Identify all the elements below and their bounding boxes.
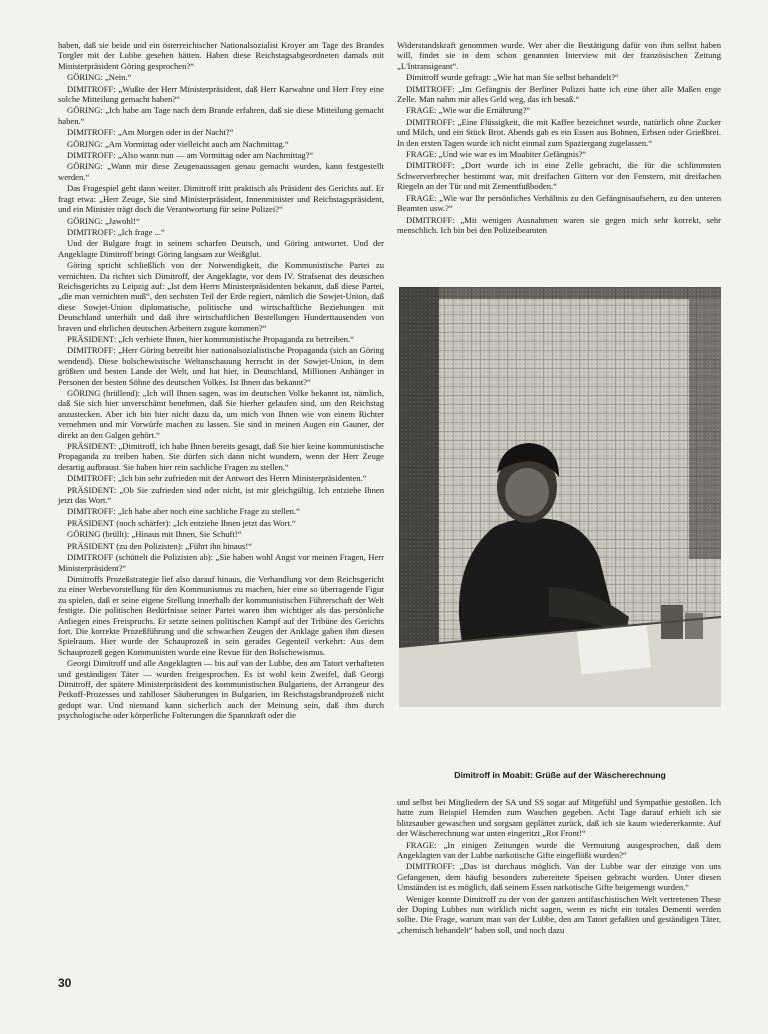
paragraph: Dimitroff wurde gefragt: „Wie hat man Sie selbst behandelt?“ [406,72,619,83]
paragraph: FRAGE: „Und wie war es im Moabiter Gefängnis?“ [406,149,587,160]
paragraph: GÖRING: „Jawohl!“ [67,215,140,226]
paragraph: und selbst bei Mitgliedern der SA und SS sogar auf Mitgefühl und Sympathie gestoßen. Ich hatte zum Beispiel Hemden zum Waschen gegeben. Acht Tage darauf erhielt ich sie blitzsauber gewaschen und sorgsam geplättet zurück, daß ich sie kaum wiedererkannte. Auf der Wäscherechnung war unten eingeritzt „Rot Front!“ [397,797,721,839]
paragraph: Göring spricht schließlich von der Notwendigkeit, die Kommunistische Partei zu vernichten. Da richtet sich Dimitroff, der Angeklagte, vor dem IV. Strafsenat des deutschen Reichsgerichts zu Leipzig auf: „Ist dem Herrn Ministerpräsidenten bekannt, daß diese Partei, „die man vernichten muß“, den sechsten Teil der Erde regiert, nämlich die Sowjet-Union, daß diese Sowjet-Union diplomatische, politische und wirtschaftliche Beziehungen mit Deutschland unterhält und daß ihre wirtschaftlichen Bestellungen Hunderttausenden von braven und ehrlichen deutschen Arbeitern zugute kommen?“ [58,260,384,333]
paragraph: Das Fragespiel geht dann weiter. Dimitroff tritt praktisch als Präsident des Gerichts auf. Er fragt etwa: „Herr Zeuge, Sie sind Ministerpräsident, Innenminister und Reichstagspräsident, und ein Minister trägt doch die Verantwortung für seine Polizei?“ [58,183,384,215]
paragraph: GÖRING: „Am Vormittag oder vielleicht auch am Nachmittag.“ [67,138,289,149]
paragraph: GÖRING: „Wann mir diese Zeugenaussagen genau gemacht wurden, kann festgestellt werden.“ [58,161,384,182]
paragraph: DIMITROFF (schüttelt die Polizisten ab): „Sie haben wohl Angst vor meinen Fragen, Herr Ministerpräsident?“ [58,552,384,573]
paragraph: GÖRING (brüllt): „Hinaus mit Ihnen, Sie Schuft!“ [67,529,242,540]
right-column-top [397,40,721,236]
paragraph: DIMITROFF: „Mit wenigen Ausnahmen waren sie gegen mich sehr korrekt, sehr menschlich. Ich bin bei den Polizeibeamten [397,214,721,235]
photo-dimitroff-in-cell [399,287,721,707]
paragraph: DIMITROFF: „Wußte der Herr Ministerpräsident, daß Herr Karwahne und Herr Frey eine solche Mitteilung gemacht haben?“ [58,83,384,105]
paragraph: Weniger konnte Dimitroff zu der von der ganzen antifaschistischen Welt vertretenen These der Doping Lubbes nun wirklich nicht sagen, wenn es nicht ein totales Dementi werden sollte. Die Frage, warum man van der Lubbe, den am Tatort gefaßten und geständigen Täter, „chemisch behandelt“ haben soll, und noch dazu [397,893,721,935]
paragraph: DIMITROFF: „Ich habe aber noch eine sachliche Frage zu stellen.“ [67,506,300,517]
paragraph: DIMITROFF: „Im Gefängnis der Berliner Polizei hatte ich eine über alle Maßen enge Zelle. Man nahm mir alles Geld weg, das ich besaß.“ [397,83,721,105]
paragraph: Dimitroffs Prozeßstrategie lief also darauf hinaus, die Verhandlung vor dem Reichsgericht zu einer Werbevorstellung für den Kommunismus zu machen, hier eine so überragende Figur zu spielen, daß er seine eigene Stellung innerhalb der kommunistischen Führerschaft der Welt festigte. Die politischen Bedürfnisse seiner Partei waren ihm wichtiger als das persönliche Anliegen eines Freispruchs. Er setzte seinen politischen Kampf auf der Tribüne des Gerichts fort. Die korrekte Prozeßführung und die schwachen Zeugen der Anklage gaben ihm diesen Spielraum. Hier wurde der Schauprozeß in sein gerades Gegenteil verkehrt: Aus dem Schauprozeß gegen Kommunisten wurde eine Revue für den Bolschewismus. [58,573,384,657]
paragraph: FRAGE: „Wie war Ihr persönliches Verhältnis zu den Gefängnisaufsehern, zu den unteren Beamten usw.?“ [397,192,721,214]
paragraph: DIMITROFF: „Ich bin sehr zufrieden mit der Antwort des Herrn Ministerpräsidenten.“ [67,473,367,484]
paragraph: haben, daß sie beide und ein österreichischer Nationalsozialist Kroyer am Tage des Brandes Torgler mit der Lubbe gesehen hätten. Haben diese Reichstagsabgeordneten damals mit Ministerpräsident Göring gesprochen?“ [58,40,384,71]
paragraph: PRÄSIDENT: „Dimitroff, ich habe Ihnen bereits gesagt, daß Sie hier keine kommunistische Propaganda zu treiben haben. Sie dürfen sich dann nicht wundern, wenn der Herr Zeuge derartig aufbraust. Sie haben hier rein sachliche Fragen zu stellen.“ [58,441,384,472]
right-column-bottom [397,797,721,936]
paragraph: PRÄSIDENT: „Ich verbiete Ihnen, hier kommunistische Propaganda zu betreiben.“ [67,333,354,344]
paragraph: DIMITROFF: „Dort wurde ich in eine Zelle gebracht, die für die schlimmsten Schwerverbrecher bestimmt war, mit dreifachen Gittern vor den Fenstern, mit dreifachen Riegeln an der Tür und mit Zementfußboden.“ [397,160,721,192]
paragraph: DIMITROFF: „Ich frage ...“ [67,226,165,237]
paragraph: FRAGE: „Wie war die Ernährung?“ [406,105,531,116]
paragraph: GÖRING: „Ich habe am Tage nach dem Brande erfahren, daß sie diese Mitteilung gemacht haben.“ [58,105,384,126]
paragraph: DIMITROFF: „Am Morgen oder in der Nacht?“ [67,127,234,138]
photo-illustration [399,287,721,707]
left-column [58,40,384,722]
paragraph: GÖRING: „Nein.“ [67,72,132,83]
paragraph: PRÄSIDENT (noch schärfer): „Ich entziehe Ihnen jetzt das Wort.“ [67,517,296,528]
paragraph: Widerstandskraft genommen wurde. Wer aber die Bestätigung dafür von ihm selbst haben will, findet sie in dem schon genannten Interview mit der französischen Zeitung „L'Intransigeant“. [397,40,721,71]
page-number: 30 [58,976,72,990]
paragraph: FRAGE: „In einigen Zeitungen wurde die Vermutung ausgesprochen, daß dem Angeklagten van der Lubbe narkotische Gifte eingeflößt wurden?“ [397,839,721,861]
paragraph: PRÄSIDENT (zu den Polizisten): „Führt ihn hinaus!“ [67,540,253,551]
paragraph: DIMITROFF: „Also wann nun — am Vormittag oder am Nachmittag?“ [67,150,314,161]
paragraph: GÖRING (brüllend): „Ich will Ihnen sagen, was im deutschen Volke bekannt ist, nämlich, daß Sie sich hier unverschämt benehmen, daß Sie hierher gelaufen sind, um den Reichstag anzustecken. Aber ich bin hier nicht dazu da, um mich von Ihnen wie von einem Richter vernehmen und mir Vorwürfe machen zu lassen. Sie sind in meinen Augen ein Gauner, der direkt an den Galgen gehört.“ [58,388,384,440]
paragraph: Georgi Dimitroff und alle Angeklagten — bis auf van der Lubbe, den am Tatort verhafteten und geständigen Täter — wurden freigesprochen. Es ist wohl kein Zweifel, daß Georgi Dimitroff, der spätere Ministerpräsident des kommunistischen Bulgariens, der Arrangeur des Petkoff-Prozesses und zahlloser Säuberungen in Bulgarien, im Reichstagsbrandprozeß nicht gedopt war. Und niemand kann sicherlich auch der Meinung sein, daß ihm durch psychologische oder körperliche Folterungen die Spannkraft oder die [58,658,384,721]
photo-caption: Dimitroff in Moabit: Grüße auf der Wäscherechnung [454,770,666,780]
paragraph: PRÄSIDENT: „Ob Sie zufrieden sind oder nicht, ist mir gleichgültig. Ich entziehe Ihnen jetzt das Wort.“ [58,484,384,506]
paragraph: DIMITROFF: „Eine Flüssigkeit, die mit Kaffee bezeichnet wurde, natürlich ohne Zucker und Milch, und ein Stück Brot. Abends gab es ein Essen aus Bohnen, Erbsen oder Grießbrei. In den ersten Tagen wurde ich nicht einmal zum Spaziergang zugelassen.“ [397,116,721,148]
paragraph: DIMITROFF: „Herr Göring betreibt hier nationalsozialistische Propaganda (sich an Göring wendend). Diese bolschewistische Weltanschauung herrscht in der Sowjet-Union, in dem größten und besten Lande der Welt, und hat hier, in Deutschland, Millionen Anhänger in Personen der besten Söhne des deutschen Volkes. Ist Ihnen das bekannt?“ [58,345,384,387]
paragraph: DIMITROFF: „Das ist durchaus möglich. Van der Lubbe war der einzige von uns Gefangenen, dem häufig besonders zubereitete Speisen gebracht wurden. Unter diesen Umständen ist es möglich, daß seinem Essen narkotische Gifte beigemengt wurden.“ [397,861,721,893]
paragraph: Und der Bulgare fragt in seinem scharfen Deutsch, und Göring antwortet. Und der Angeklagte Dimitroff bringt Göring langsam zur Weißglut. [58,238,384,259]
